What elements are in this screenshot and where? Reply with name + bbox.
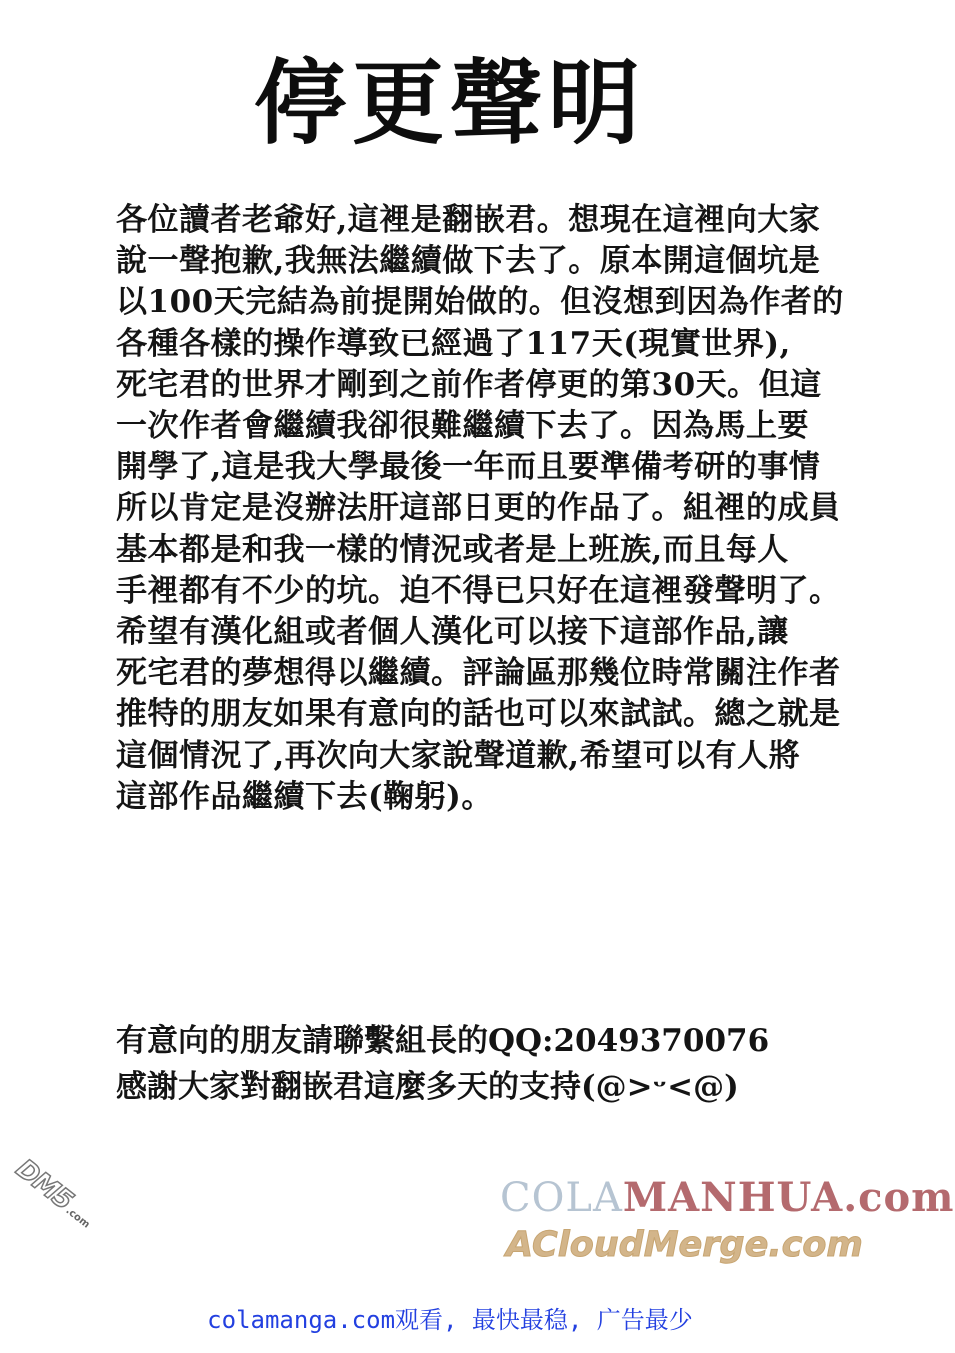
- contact-footer: [116, 1018, 856, 1110]
- body-line: 死宅君的世界才剛到之前作者停更的第30天。但這: [116, 366, 822, 403]
- body-line: 這部作品繼續下去(鞠躬)。: [116, 778, 493, 815]
- body-line: 開學了,這是我大學最後一年而且要準備考研的事情: [116, 449, 821, 486]
- body-line: 死宅君的夢想得以繼續。評論區那幾位時常關注作者: [116, 655, 841, 692]
- body-line: 手裡都有不少的坑。迫不得已只好在這裡發聲明了。: [116, 572, 841, 609]
- dm5-logo-text: DM5: [10, 1153, 78, 1216]
- body-line: 基本都是和我一樣的情況或者是上班族,而且每人: [116, 531, 789, 568]
- contact-line: 有意向的朋友請聯繫組長的QQ:2049370076: [116, 1023, 770, 1059]
- body-line: 各位讀者老爺好,這裡是翻嵌君。想現在這裡向大家: [116, 202, 821, 238]
- dm5-logo-watermark: [0, 1154, 107, 1286]
- watermark-manhua: MANHUA.com: [622, 1174, 955, 1221]
- body-line: 以100天完結為前提開始做的。但沒想到因為作者的: [116, 284, 844, 321]
- body-line: 這個情況了,再次向大家說聲道歉,希望可以有人將: [116, 737, 801, 774]
- body-line: 說一聲抱歉,我無法繼續做下去了。原本開這個坑是: [116, 243, 821, 280]
- body-line: 推特的朋友如果有意向的話也可以來試試。總之就是: [116, 696, 841, 733]
- dm5-logo-domain: .com: [63, 1205, 92, 1231]
- acloudmerge-watermark: ACloudMerge.com: [506, 1225, 863, 1265]
- body-line: 所以肯定是沒辦法肝這部日更的作品了。組裡的成員: [116, 490, 841, 527]
- watermark-cola: COLA: [500, 1175, 623, 1221]
- colamanhua-watermark: [500, 1172, 955, 1224]
- body-line: 一次作者會繼續我卻很難繼續下去了。因為馬上要: [116, 408, 809, 445]
- thanks-line: 感謝大家對翻嵌君這麼多天的支持(@>ᵕ<@): [116, 1069, 739, 1105]
- body-line: 各種各樣的操作導致已經過了117天(現實世界),: [116, 325, 791, 362]
- page-title: 停更聲明: [253, 49, 646, 157]
- body-line: 希望有漢化組或者個人漢化可以接下這部作品,讓: [116, 614, 789, 651]
- site-notice-link[interactable]: colamanga.com观看, 最快最稳, 广告最少: [207, 1306, 693, 1334]
- announcement-body: [116, 200, 846, 818]
